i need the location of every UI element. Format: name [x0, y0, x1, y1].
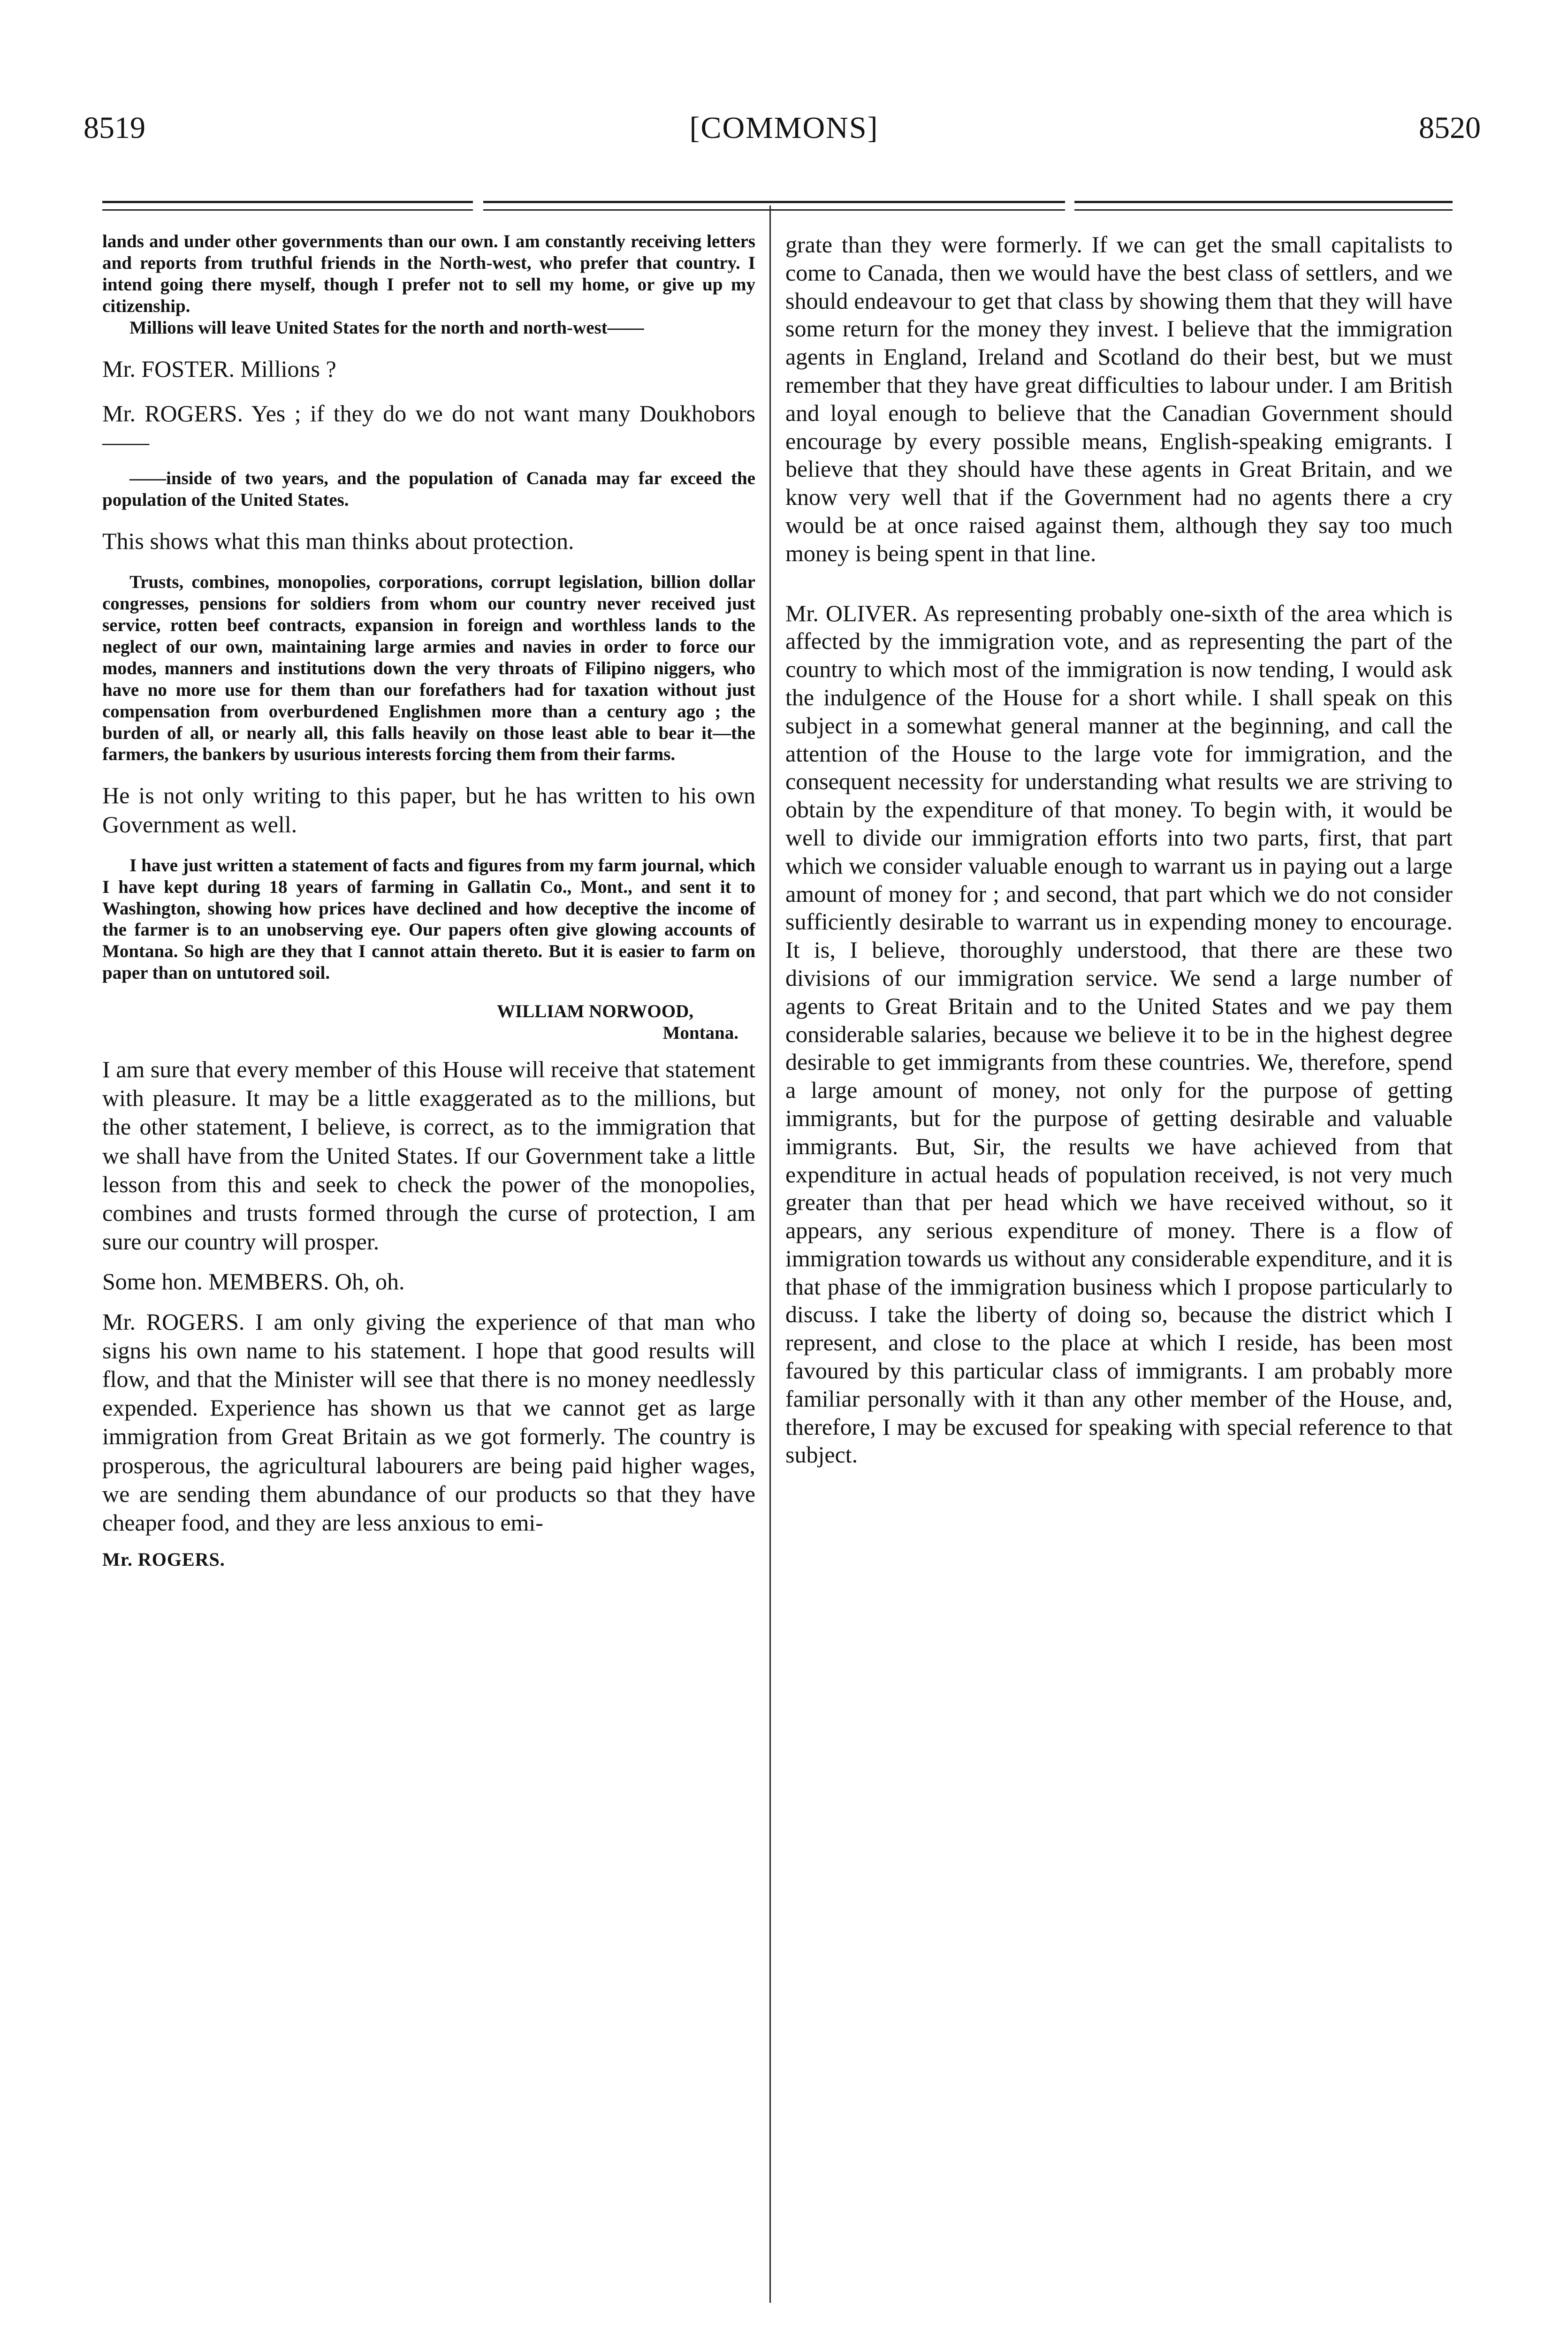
speech-paragraph: He is not only writing to this paper, but he has written to his own Government as well.	[102, 782, 755, 838]
page-number-right: 8520	[1419, 111, 1481, 145]
speech-paragraph: Mr. FOSTER. Millions ?	[102, 355, 336, 382]
quoted-letter-paragraph: I have just written a statement of facts and figures from my farm journal, which I have kept during 18 years of farming in Gallatin Co., Mont., and sent it to Washington, showing how prices have declined and how deceptive the income of the farmer is to an unobserving eye. Our papers often give glowing accounts of Montana. So high are they that I cannot attain thereto. But it is easier to farm on paper than on untutored soil.	[102, 855, 755, 983]
speech-paragraph: grate than they were formerly. If we can get the small capitalists to come to Canada, then we would have the best class of settlers, and we should endeavour to get that class by showing them that they will have some return for the money they invest. I believe that the immigration agents in England, Ireland and Scotland do their best, but we must remember that they have great difficulties to labour under. I am British and loyal enough to believe that the Canadian Government should encourage by every possible means, English-speaking emigrants. I believe that they should have these agents in Great Britain, and we know very well that if the Government had no agents there a cry would be at once raised against them, although they say too much money is being spent in that line.	[785, 231, 1453, 566]
column-divider	[769, 206, 771, 2303]
header-rule-right-lower	[1074, 209, 1453, 211]
left-column	[102, 231, 755, 1570]
speech-paragraph: This shows what this man thinks about protection.	[102, 527, 574, 554]
right-column	[785, 231, 1453, 1469]
speech-paragraph: Mr. ROGERS. I am only giving the experience of that man who signs his own name to his statement. I hope that good results will flow, and that the Minister will see that there is no money needlessly expended. Experience has shown us that we cannot get as large immigration from Great Britain as we got formerly. The country is prosperous, the agricultural labourers are being paid higher wages, we are sending them abundance of our products so that they have cheaper food, and they are less anxious to emi-	[102, 1308, 755, 1536]
speech-paragraph: I am sure that every member of this House will receive that statement with pleasure. It may be a little exaggerated as to the millions, but the other statement, I believe, is correct, as to the immigration that we shall have from the United States. If our Government take a little lesson from this and seek to check the power of the monopolies, combines and trusts formed through the curse of protection, I am sure our country will prosper.	[102, 1056, 755, 1255]
quoted-letter-paragraph: Trusts, combines, monopolies, corporations, corrupt legislation, billion dollar congresses, pensions for soldiers from whom our country never received just service, rotten beef contracts, expansion in foreign and worthless lands to the neglect of our own, maintaining large armies and navies in order to force our modes, manners and institutions down the very throats of Filipino niggers, who have no more use for them than our forefathers had for taxation without just compensation from overburdened Englishmen more than a century ago ; the burden of all, or nearly all, this falls heavily on those least able to bear it—the farmers, the bankers by usurious interests forcing them from their farms.	[102, 572, 755, 765]
header-rule-right	[1074, 201, 1453, 203]
quoted-letter-paragraph: lands and under other governments than our own. I am constantly receiving letters and reports from truthful friends in the North-west, who prefer that country. I intend going there myself, though I prefer not to sell my home, or give up my citizenship.	[102, 231, 755, 316]
page-number-left: 8519	[84, 111, 145, 145]
quoted-letter-paragraph: Millions will leave United States for the north and north-west——	[129, 317, 644, 338]
page-header-title: [COMMONS]	[689, 111, 879, 145]
header-rule-center	[483, 201, 1065, 203]
speaker-trailer: Mr. ROGERS.	[102, 1549, 225, 1570]
letter-signature: WILLIAM NORWOOD,	[497, 1001, 693, 1022]
header-rule-left	[102, 201, 473, 203]
quoted-letter-paragraph: ——inside of two years, and the population of Canada may far exceed the population of the United States.	[102, 468, 755, 510]
speech-paragraph: Some hon. MEMBERS. Oh, oh.	[102, 1268, 405, 1295]
speech-paragraph: Mr. OLIVER. As representing probably one-sixth of the area which is affected by the immigration vote, and as representing the part of the country to which most of the immigration is now tending, I would ask the indulgence of the House for a short while. I shall speak on this subject in a somewhat general manner at the beginning, and call the attention of the House to the large vote for immigration, and the consequent necessity for understanding what results we are striving to obtain by the expenditure of that money. To begin with, it would be well to divide our immigration efforts into two parts, first, that part which we consider valuable enough to warrant us in paying out a large amount of money for ; and second, that part which we do not consider sufficiently desirable to warrant us in expending money to encourage. It is, I believe, thoroughly understood, that there are these two divisions of our immigration service. We send a large number of agents to Great Britain and to the United States and we pay them considerable salaries, because we believe it to be in the highest degree desirable to get immigrants from these countries. We, therefore, spend a large amount of money, not only for the purpose of getting immigrants, but for the purpose of getting desirable and valuable immigrants. But, Sir, the results we have achieved from that expenditure in actual heads of population received, is not very much greater than that per head which we have received without, so it appears, any serious expenditure of money. There is a flow of immigration towards us without any considerable expenditure, and it is that phase of the immigration business which I propose particularly to discuss. I take the liberty of doing so, because the district which I represent, and close to the place at which I reside, has been most favoured by this particular class of immigrants. I am probably more familiar personally with it than any other member of the House, and, therefore, I may be excused for speaking with special reference to that subject.	[785, 600, 1453, 1468]
speech-paragraph: Mr. ROGERS. Yes ; if they do we do not want many Doukhobors——	[102, 400, 755, 455]
header-rule-center-lower	[483, 209, 1065, 211]
letter-signature-place: Montana.	[662, 1023, 738, 1044]
header-rule-left-lower	[102, 209, 473, 211]
